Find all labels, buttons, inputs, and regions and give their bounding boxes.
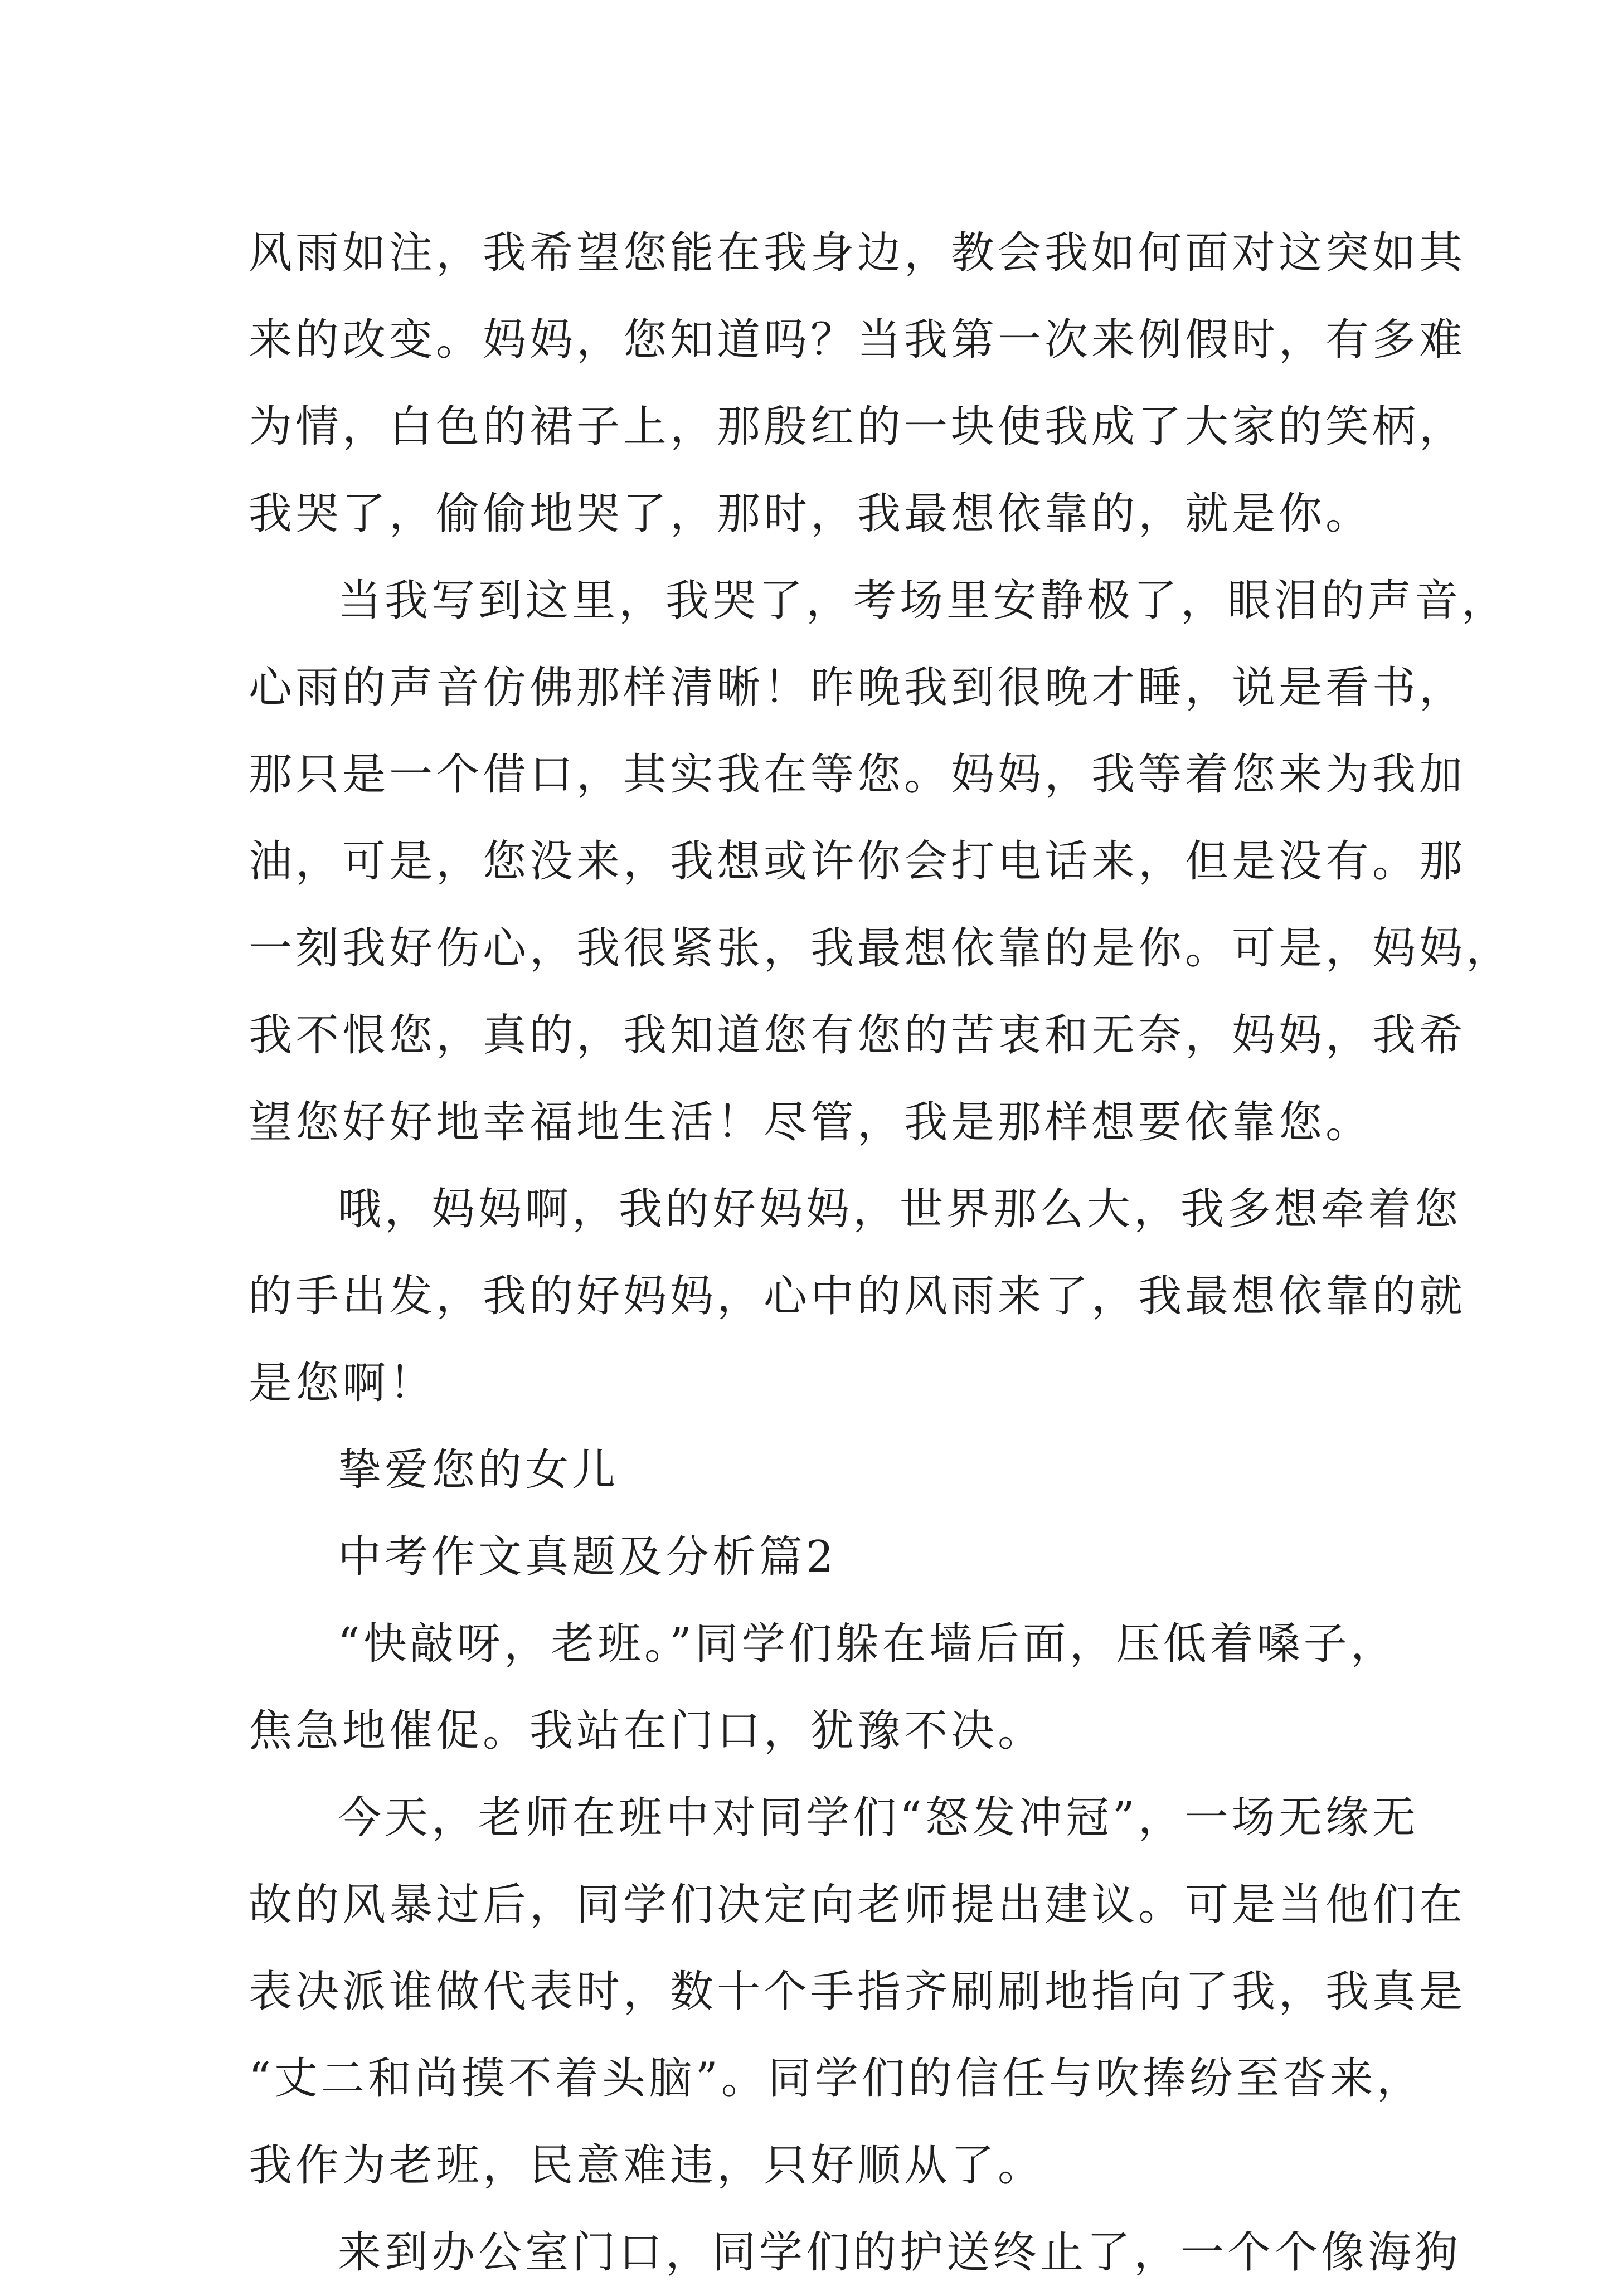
text-line: 一刻我好伤心，我很紧张，我最想依靠的是你。可是，妈妈， [249,923,1513,974]
text-line: 我哭了，偷偷地哭了，那时，我最想依靠的，就是你。 [249,489,1373,539]
text-line: 哦，妈妈啊，我的好妈妈，世界那么大，我多想牵着您 [338,1184,1462,1234]
text-line: 油，可是，您没来，我想或许你会打电话来，但是没有。那 [249,836,1466,887]
text-line: 焦急地催促。我站在门口，犹豫不决。 [249,1706,1045,1756]
text-line: 表决派谁做代表时，数十个手指齐刷刷地指向了我，我真是 [249,1967,1466,2017]
text-line: 我作为老班，民意难违，只好顺从了。 [249,2141,1045,2191]
text-line: 当我写到这里，我哭了，考场里安静极了，眼泪的声音， [338,576,1509,626]
text-line: 我不恨您，真的，我知道您有您的苦衷和无奈，妈妈，我希 [249,1010,1466,1061]
text-line: 来的改变。妈妈，您知道吗？当我第一次来例假时，有多难 [249,315,1466,365]
signature-line: 挚爱您的女儿 [338,1445,619,1495]
text-line: 心雨的声音仿佛那样清晰！昨晚我到很晚才睡，说是看书， [249,663,1466,713]
text-line: 的手出发，我的好妈妈，心中的风雨来了，我最想依靠的就 [249,1271,1466,1321]
text-line: 故的风暴过后，同学们决定向老师提出建议。可是当他们在 [249,1880,1466,1930]
text-line: 那只是一个借口，其实我在等您。妈妈，我等着您来为我加 [249,750,1466,800]
text-line: 是您啊！ [249,1358,436,1408]
text-line: 今天，老师在班中对同学们“怒发冲冠”，一场无缘无 [338,1793,1419,1843]
document-body [249,210,1513,2296]
section-heading: 中考作文真题及分析篇2 [338,1532,837,1582]
text-line: 望您好好地幸福地生活！尽管，我是那样想要依靠您。 [249,1097,1373,1147]
text-line: “快敲呀，老班。”同学们躲在墙后面，压低着嗓子， [338,1619,1397,1669]
text-line: “丈二和尚摸不着头脑”。同学们的信任与吹捧纷至沓来， [249,2054,1423,2104]
text-line: 来到办公室门口，同学们的护送终止了，一个个像海狗 [338,2227,1462,2278]
text-line: 风雨如注，我希望您能在我身边，教会我如何面对这突如其 [249,228,1466,278]
text-line: 为情，白色的裙子上，那殷红的一块使我成了大家的笑柄， [249,402,1466,452]
